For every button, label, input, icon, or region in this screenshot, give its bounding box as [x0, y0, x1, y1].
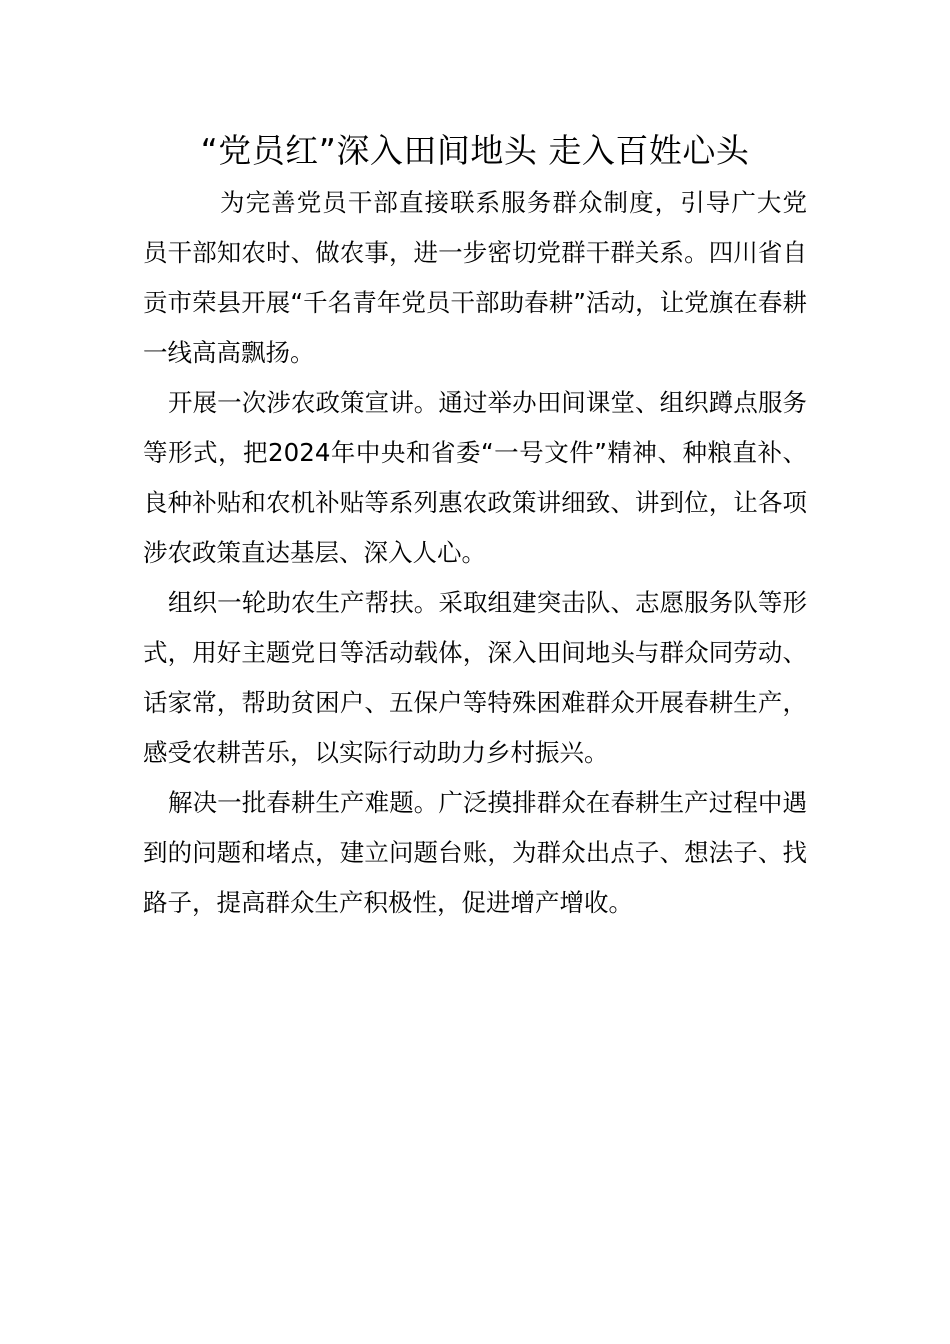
paragraph-production-assistance: 组织一轮助农生产帮扶。采取组建突击队、志愿服务队等形式，用好主题党日等活动载体，深入田间地头与群众同劳动、话家常，帮助贫困户、五保户等特殊困难群众开展春耕生产，感受农耕苦乐，以实际行动助力乡村振兴。 — [143, 588, 807, 767]
paragraph-problem-solving: 解决一批春耕生产难题。广泛摸排群众在春耕生产过程中遇到的问题和堵点，建立问题台账，为群众出点子、想法子、找路子，提高群众生产积极性，促进增产增收。 — [143, 788, 807, 917]
paragraph-intro: 为完善党员干部直接联系服务群众制度，引导广大党员干部知农时、做农事，进一步密切党群干群关系。四川省自贡市荣县开展“千名青年党员干部助春耕”活动，让党旗在春耕一线高高飘扬。 — [143, 188, 807, 367]
document-body — [143, 178, 807, 928]
document-title: “党员红”深入田间地头 走入百姓心头 — [200, 131, 750, 170]
paragraph-policy-promotion: 开展一次涉农政策宣讲。通过举办田间课堂、组织蹲点服务等形式，把2024年中央和省委“一号文件”精神、种粮直补、良种补贴和农机补贴等系列惠农政策讲细致、讲到位，让各项涉农政策直达基层、深入人心。 — [143, 388, 807, 567]
